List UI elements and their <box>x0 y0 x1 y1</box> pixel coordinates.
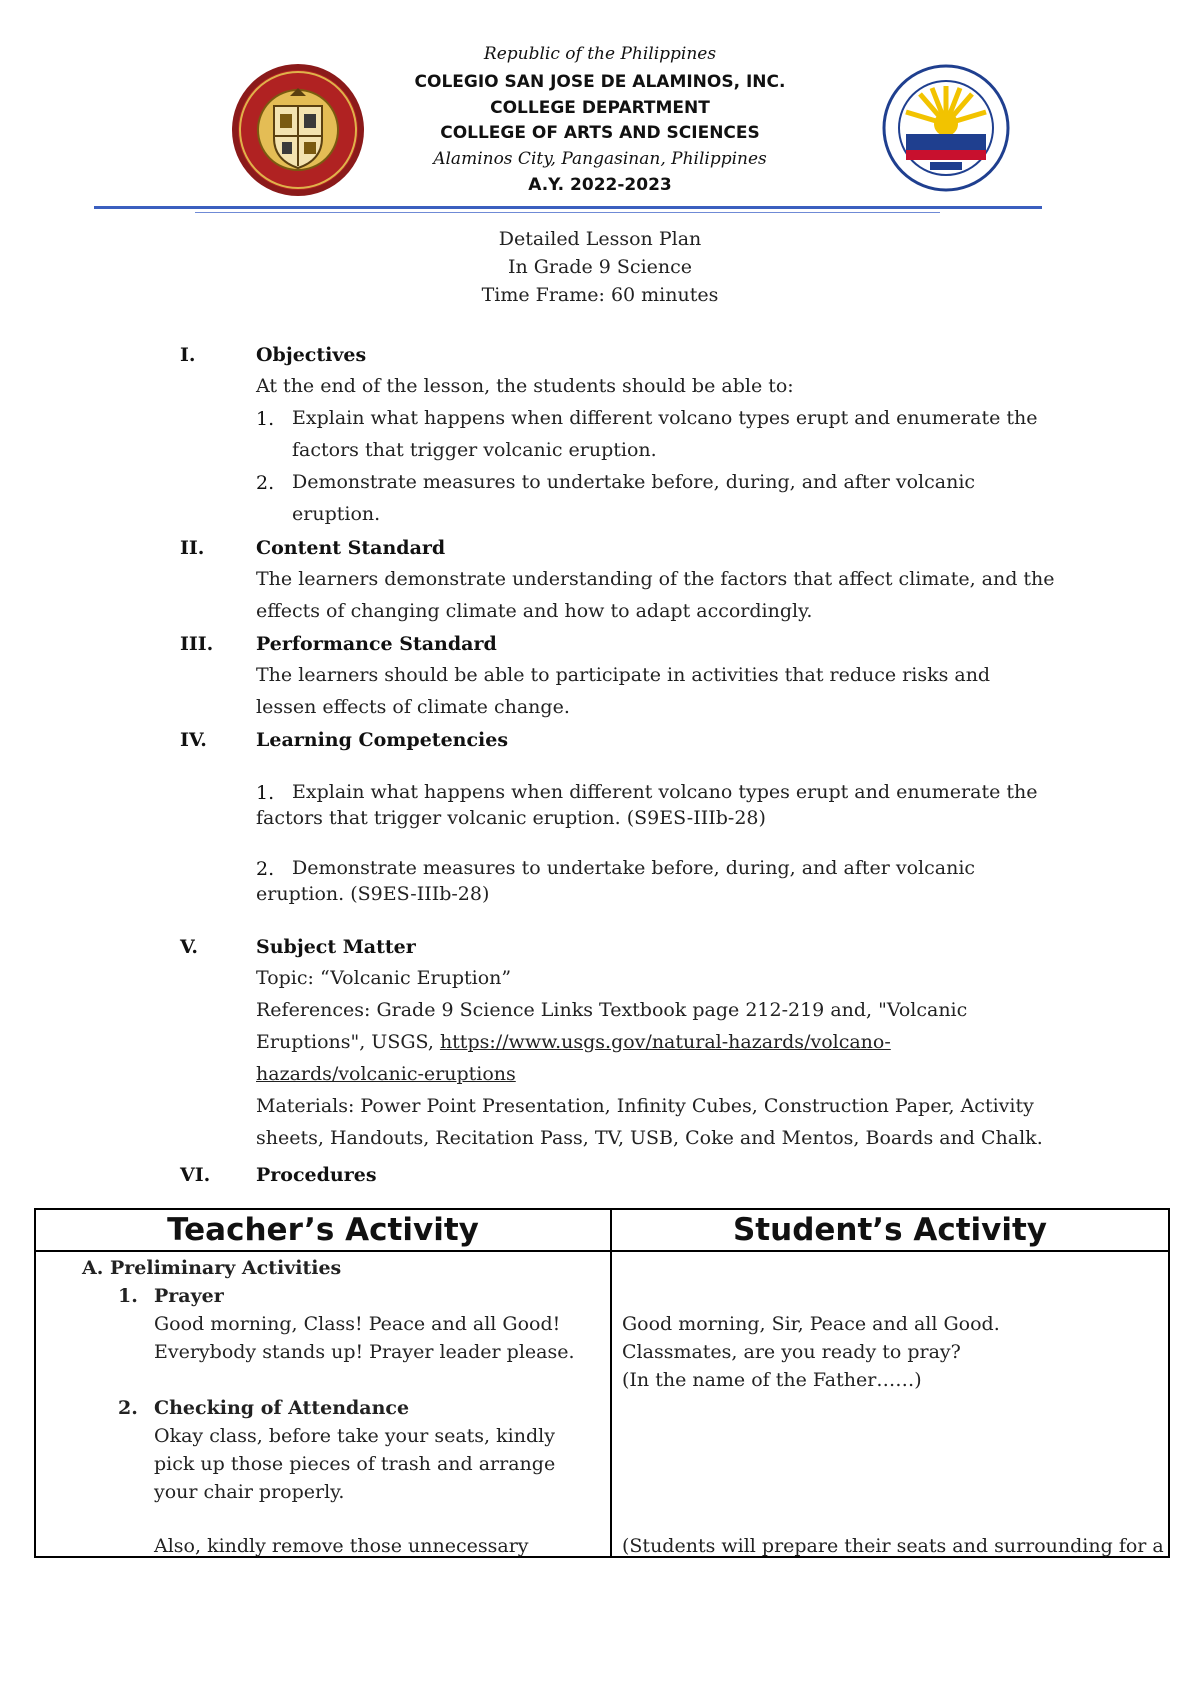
teacher-line: Good morning, Class! Peace and all Good! <box>154 1313 561 1335</box>
section-number: V. <box>180 936 199 958</box>
section-number: IV. <box>180 729 207 751</box>
attendance-heading: Checking of Attendance <box>154 1397 410 1419</box>
subject-materials: Materials: Power Point Presentation, Infinity Cubes, Construction Paper, Activity sheets, Handouts, Recitation Pass, TV, USB, Coke and Mentos, Boards and Chalk. <box>256 1095 1043 1149</box>
section-heading-objectives: Objectives <box>256 344 367 366</box>
objective-item: Explain what happens when different volcano types erupt and enumerate the factors that trigger volcanic eruption. <box>292 407 1038 461</box>
attendance-number: 2. <box>118 1397 138 1419</box>
student-line: Classmates, are you ready to pray? <box>622 1341 961 1363</box>
competency-item-rest: eruption. (S9ES-IIIb-28) <box>256 883 490 905</box>
competency-item-first-line: Demonstrate measures to undertake before, during, and after volcanic <box>292 857 976 879</box>
part-a-heading: A. Preliminary Activities <box>82 1257 342 1279</box>
student-line: (In the name of the Father……) <box>622 1369 922 1391</box>
section-number: II. <box>180 537 205 559</box>
performance-standard-text: The learners should be able to participate in activities that reduce risks and lessen effects of climate change. <box>256 664 991 718</box>
header-academic-year: A.Y. 2022-2023 <box>528 175 672 195</box>
list-number: 1. <box>256 782 275 804</box>
procedures-table <box>34 1208 1170 1558</box>
list-number: 2. <box>256 472 275 494</box>
competency-item-rest: factors that trigger volcanic eruption. (S9ES-IIIb-28) <box>256 807 766 829</box>
plan-grade: In Grade 9 Science <box>507 256 693 278</box>
list-number: 1. <box>256 408 275 430</box>
list-number: 2. <box>256 858 275 880</box>
ched-seal-logo <box>882 64 1010 192</box>
section-number: I. <box>180 344 196 366</box>
header-college: COLLEGE OF ARTS AND SCIENCES <box>440 123 760 143</box>
student-line: Good morning, Sir, Peace and all Good. <box>622 1313 1000 1335</box>
section-heading-content-standard: Content Standard <box>256 537 446 559</box>
prayer-number: 1. <box>118 1285 138 1307</box>
teacher-line: Also, kindly remove those unnecessary <box>154 1535 529 1557</box>
section-heading-subject-matter: Subject Matter <box>256 936 416 958</box>
teacher-line: Okay class, before take your seats, kindly <box>154 1425 555 1447</box>
column-divider <box>610 1210 612 1556</box>
plan-title: Detailed Lesson Plan <box>498 228 702 250</box>
teacher-activity-header: Teacher’s Activity <box>167 1212 479 1248</box>
header-school-name: COLEGIO SAN JOSE DE ALAMINOS, INC. <box>414 72 786 92</box>
section-heading-competencies: Learning Competencies <box>256 729 509 751</box>
header-divider-thin <box>195 212 940 213</box>
section-heading-performance-standard: Performance Standard <box>256 633 497 655</box>
section-heading-procedures: Procedures <box>256 1164 377 1186</box>
prayer-heading: Prayer <box>154 1285 224 1307</box>
content-standard-text: The learners demonstrate understanding of the factors that affect climate, and the effects of changing climate and how to adapt accordingly. <box>256 568 1055 622</box>
header-republic: Republic of the Philippines <box>483 44 717 64</box>
objective-item: Demonstrate measures to undertake before, during, and after volcanic eruption. <box>292 471 976 525</box>
subject-topic: Topic: “Volcanic Eruption” <box>256 967 512 989</box>
section-number: III. <box>180 633 214 655</box>
teacher-line: Everybody stands up! Prayer leader please. <box>154 1341 575 1363</box>
teacher-line: pick up those pieces of trash and arrange <box>154 1453 556 1475</box>
subject-references <box>256 994 1046 1090</box>
header-address: Alaminos City, Pangasinan, Philippines <box>433 149 767 169</box>
header-divider <box>94 206 1042 209</box>
plan-time-frame: Time Frame: 60 minutes <box>481 284 719 306</box>
section-number: VI. <box>180 1164 211 1186</box>
objectives-intro: At the end of the lesson, the students should be able to: <box>256 375 794 397</box>
student-activity-header: Student’s Activity <box>732 1212 1047 1248</box>
teacher-line: your chair properly. <box>154 1481 345 1503</box>
references-link[interactable]: https://www.usgs.gov/natural-hazards/volcano-hazards/volcanic-eruptions <box>256 1031 891 1085</box>
student-line: (Students will prepare their seats and surrounding for a <box>622 1535 1164 1557</box>
header-department: COLLEGE DEPARTMENT <box>490 98 710 118</box>
references-text: References: Grade 9 Science Links Textbook page 212-219 and, "Volcanic Eruptions", USGS, <box>256 999 968 1053</box>
header-row-divider <box>36 1250 1168 1252</box>
competency-item-first-line: Explain what happens when different volcano types erupt and enumerate the <box>292 781 1038 803</box>
